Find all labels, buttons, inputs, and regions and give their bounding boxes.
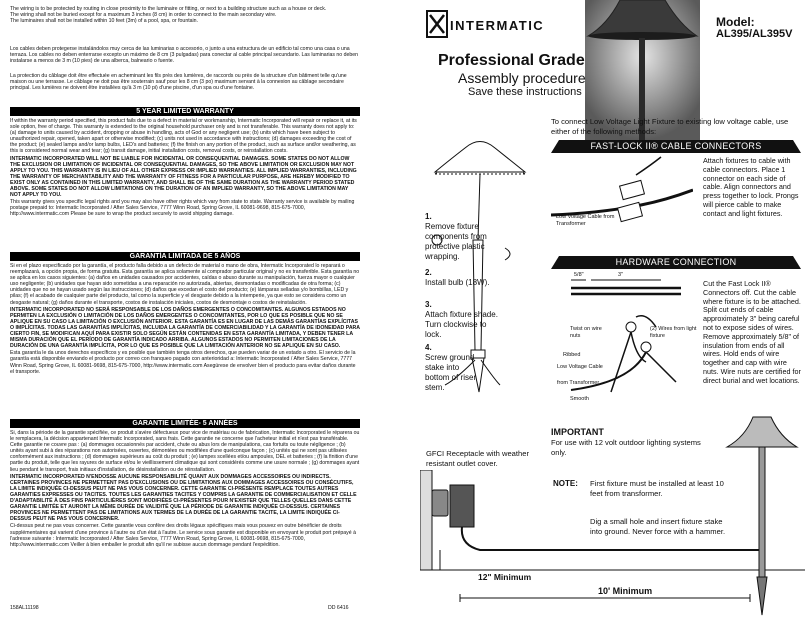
intro-spanish: Los cables deben protegerse instalándolos muy cerca de las luminarias o accesorio, o junto a una estructura de un edificio tal como una casa o una terraza. Los cables no deben enterrarse excepto un máximo de 8 cm (3 pulgadas) para conectar al cable principal secundario. Las luminarias no deben instalarse a menos de 3 m (10 pies) de una alberca, balneario o fuente. xyxy=(10,46,359,65)
save-instructions: Save these instructions xyxy=(468,86,582,98)
intermatic-logo-icon xyxy=(426,10,448,38)
dig-text: Dig a small hole and insert fixture stake into ground. Never force with a hammer. xyxy=(590,517,726,536)
fastlock-title: FAST-LOCK II® CABLE CONNECTORS xyxy=(590,141,762,151)
transformer-cable xyxy=(462,527,760,550)
note-label: NOTE: xyxy=(553,479,578,488)
step-2-num: 2. xyxy=(425,268,432,277)
dim-3: 3" xyxy=(618,272,624,278)
hardware-diagram xyxy=(551,272,701,412)
fastlock-header xyxy=(551,140,801,153)
important-text: For use with 12 volt outdoor lighting systems only. xyxy=(551,438,701,457)
installed-lamp-stake xyxy=(757,577,767,615)
warranty-en-p3: This warranty gives you specific legal rights and you may also have other rights which vary from state to state. Warranty service is available by mailing postage prepaid to: Intermatic Incorporated / After Sales Service, 7777 Winn Road, Spring Grove, IL 60081-9698, 815-675-7000, http://www.intermatic.com Please be sure to wrap the product securely to avoid shipping damage. xyxy=(10,199,355,218)
fastlock-diagram xyxy=(551,155,693,247)
dim-10-label: 10' Minimum xyxy=(598,586,653,596)
intro-english xyxy=(10,6,360,24)
step-4-text: Screw ground stake into bottom of riser stem. xyxy=(425,353,477,392)
label-ribbed: Ribbed xyxy=(563,352,581,358)
warranty-es-p2: INTERMATIC INCORPORATED NO SERÁ RESPONSABLE DE LOS DAÑOS EMERGENTES O CONCOMITANTES. ALGUNOS ESTADOS NO PERMITEN LA EXCLUSIÓN O LIMITACIÓN DE LOS DAÑOS EMERGENTES O CONCOMITANTES, POR LO QUE ES POSIBLE QUE NO SE APLIQUE EN SU CASO LA LIMITACIÓN O EXCLUSIÓN ANTERIOR. ESTA GARANTÍA ES EN LUGAR DE LAS DEMÁS GARANTÍAS EXPLÍCITAS O IMPLÍCITAS. TODAS LAS GARANTÍAS IMPLÍCITAS, INCLUIDA LA GARANTÍA DE COMERCIABILIDAD Y LA GARANTÍA DE IDONEIDAD PARA CIERTO FIN, SE MODIFICAN AQUÍ PARA EXISTIR SOLO SEGÚN ESTÁN CONTENIDAS EN ESTA GARANTÍA LIMITADA, Y DEBEN TENER LA MISMA DURACIÓN QUE EL PERÍODO DE GARANTÍA INDICADO ARRIBA. ALGUNOS ESTADOS NO PERMITEN LIMITACIONES DE LA DURACIÓN DE UNA GARANTÍA IMPLÍCITA, POR LO QUE ES POSIBLE QUE LA LIMITACIÓN ANTERIOR NO SE APLIQUE EN SU CASO. xyxy=(10,306,360,350)
warranty-en-p1: If within the warranty period specified, this product fails due to a defect in material or workmanship, Intermatic Incorporated will repair or replace it, at its sole option, free of charge. This warranty is extended to the original household purchaser only and is not transferable. This warranty does not apply to: (a) damage to units caused by accident, dropping or abuse in handling, acts of God or any negligent use; (b) units which have been subject to unauthorized repair, opened, taken apart or otherwise modified; (c) units not used in accordance with instructions; (d) damages exceeding the cost of the product; (e) sealed lamps and/or lamp bulbs, LED's and batteries; (f) the finish on any portion of the product, such as surface and/or weathering, as this is considered normal wear and tear; (g) transit damage, initial installation costs, removal costs, or reinstallation costs. xyxy=(10,118,357,155)
dim-12-label: 12" Minimum xyxy=(478,572,532,582)
title-professional: Professional Grade xyxy=(438,52,585,69)
wall xyxy=(420,470,432,570)
step-1 xyxy=(425,212,505,262)
step-2-text: Install bulb (18W). xyxy=(425,278,490,287)
intro-en-3: The luminaires shall not be installed within 10 feet (3m) of a pool, spa, or fountain. xyxy=(10,18,199,25)
warranty-en-p2: INTERMATIC INCORPORATED WILL NOT BE LIABLE FOR INCIDENTAL OR CONSEQUENTIAL DAMAGES. SOME STATES DO NOT ALLOW THE EXCLUSION OR LIMITATION OF INCIDENTAL OR CONSEQUENTIAL DAMAGES, SO THE ABOVE LIMITATION OR EXCLUSION MAY NOT APPLY TO YOU. THIS WARRANTY IS IN LIEU OF ALL OTHER EXPRESS OR IMPLIED WARRANTIES. ALL IMPLIED WARRANTIES, INCLUDING THE WARRANTY OF MERCHANTABILITY AND THE WARRANTY OF FITNESS FOR A PARTICULAR PURPOSE, ARE HEREBY MODIFIED TO EXIST ONLY AS CONTAINED IN THIS LIMITED WARRANTY, AND SHALL BE OF THE SAME DURATION AS THE WARRANTY PERIOD STATED ABOVE. SOME STATES DO NOT ALLOW LIMITATIONS ON THE DURATION OF AN IMPLIED WARRANTY, SO THE ABOVE LIMITATION MAY NOT APPLY TO YOU. xyxy=(10,155,357,199)
warranty-en-title: 5 YEAR LIMITED WARRANTY xyxy=(10,107,360,116)
warranty-es-body xyxy=(10,263,360,375)
warranty-fr-title: GARANTIE LIMITÉE- 5 ANNÉES xyxy=(10,419,360,428)
warranty-fr-p3: Ci-dessus peut ne pas vous concerner. Cette garantie vous confère des droits légaux spécifiques mais vous pouvez en outre bénéficier de droits supplémentaires qui varient d'une province à l'autre ou d'un état à l'autre. Le service sous garantie est disponible en envoyant le produit port prépayé à l'adresse suivante : Intermatic Incorporated / After Sales Service, 7777 Winn Road, Spring Grove, IL 60081-9698, 815-675-7000, http://www.intermatic.com Veiller à bien emballer le produit afin qu'il ne subisse aucun dommage pendant l'expédition. xyxy=(10,523,356,548)
connector-a xyxy=(620,180,645,199)
intro-en-1: The wiring is to be protected by routing in close proximity to the luminaire or fitting, or next to a building structure such as a house or deck. xyxy=(10,6,327,12)
transformer xyxy=(450,485,474,527)
warranty-es-p1: Si en el plazo especificado por la garantía, el producto falla debido a un defecto de material o mano de obra, Intermatic Incorporated lo reparará o reemplazará, a opción propia, de forma gratuita. Esta garantía se aplica solamente al comprador particular original y no es transferible. Esta garantía no se aplica en los casos siguientes: (a) daños en unidades causados por accidentes, caídas o abuso durante su manipulación, fuerza mayor o cualquier uso negligente; (b) unidades que hayan sido sometidas a una reparación no autorizada, abiertas, desmontadas o modificadas de otra forma; (c) unidades que no se hayan usado según las instrucciones; (d) daños que excedan el costo del producto; (e) lámparas selladas y/o bombillas, LED y pilas; (f) el acabado de cualquier parte del producto, tal como la superficie y el desgaste debido a la intemperie, ya que esto se considera como un desgaste natural; (g) daños durante el transporte, costos de instalación iniciales, costos de desmontaje o costos de reinstalación. xyxy=(10,263,360,306)
dim-58: 5/8" xyxy=(574,272,584,278)
wire-nut-a xyxy=(626,322,636,332)
split-cable xyxy=(571,288,681,294)
hardware-text: Cut the Fast Lock II® Connectors off. Cut the cable where fixture is to be attached. Split cut ends of cable approximately 3" being careful not to expose sides of wires. Remove approximately 5/8" of insulation from ends of all wires. Hold ends of wire together and cap with wire nuts. Wire nuts are certified for direct burial and wet locations. xyxy=(703,279,801,385)
label-from-tx: from Transformer xyxy=(557,380,600,386)
step-4 xyxy=(425,343,480,393)
step-1-text: Remove fixture components from protective plastic wrapping. xyxy=(425,222,487,261)
step-3-text: Attach fixture shade. Turn clockwise to lock. xyxy=(425,310,498,339)
fastlock-cable-label: Low Voltage Cable from Transformer xyxy=(556,214,615,227)
warranty-es-title: GARANTÍA LIMITADA DE 5 AÑOS xyxy=(10,252,360,261)
warranty-fr-body xyxy=(10,430,360,548)
clockwise-arrow xyxy=(505,248,510,260)
label-lv-cable: Low Voltage Cable xyxy=(557,364,603,370)
installed-lamp-shade xyxy=(727,417,797,447)
step-4-num: 4. xyxy=(425,343,432,352)
label-twist-nuts: Twist on wire nuts xyxy=(570,326,602,339)
installed-lamp-illustration xyxy=(725,415,800,620)
fastlock-text: Attach fixtures to cable with cable connectors. Place 1 connector on each side of cable. Align connectors and press together to lock. Prongs will pierce cable to make contact and light fixtures. xyxy=(703,156,799,218)
note-text: First fixture must be installed at least 10 feet from transformer. xyxy=(590,479,724,498)
intro-french: La protection du câblage doit être effectuée en acheminant les fils près des lumières, de raccords ou près de la structure d'un bâtiment telle qu'une maison ou une terrasse. Le câblage ne doit pas être souterrain sauf pour les 8 cm (3 po) maximum servant à la connexion au câblage secondaire principal. Les lumières ne doivent être installées qu'à 3 m (10 pi) d'une piscine, d'un spa ou d'une fontaine. xyxy=(10,73,347,92)
warranty-fr-p2: INTERMATIC INCORPORATED N'ENDOSSE AUCUNE RESPONSABILITÉ QUANT AUX DOMMAGES ACCESSOIRES OU INDIRECTS. CERTAINES PROVINCES NE PERMETTENT PAS D'EXCLUSIONS OU DE LIMITATIONS AUX DOMMAGES ACCESSOIRES OU CONSÉCUTIFS, LA LIMITE INDIQUÉE CI-DESSUS PEUT NE PAS VOUS CONCERNER. CETTE GARANTIE CI-PRÉSENTE REMPLACE TOUTES AUTRES GARANTIES EXPRESSES OU TACITES. TOUTES LES GARANTIES TACITES Y COMPRIS LA GARANTIE DE COMMERCIALISATION ET CELLE D'ADAPTABILITÉ À DES FINS PARTICULIÈRES SONT MODIFIÉES CI-PRÉSENTES POUR N'EXISTER QUE TELLES QUELLES DANS CETTE GARANTIE LIMITÉE ET AURONT LA MÊME DURÉE DE VALIDITÉ QUE LA PÉRIODE DE GARANTIE INDIQUÉE CI-DESSUS. CERTAINES PROVINCES NE PERMETTENT PAS DE LIMITATIONS AUX TERMES DE LA DURÉE DE LA GARANTIE TACITE, LA LIMITE INDIQUÉE CI-DESSUS PEUT NE PAS VOUS CONCERNER. xyxy=(10,473,357,523)
installed-lamp-stem xyxy=(759,447,765,577)
step-2 xyxy=(425,268,505,288)
connect-intro: To connect Low Voltage Light Fixture to existing low voltage cable, use either of the following methods: xyxy=(551,117,789,136)
footer-code: 158AL11198 xyxy=(10,605,39,611)
hardware-header xyxy=(551,256,801,269)
brand-name: INTERMATIC xyxy=(450,18,545,33)
subtitle-assembly: Assembly procedure xyxy=(458,70,586,86)
label-two-wires: (2) Wires from light fixture xyxy=(650,326,697,339)
gfci-outlet xyxy=(432,490,448,516)
warranty-fr-p1: Si, dans la période de la garantie spécifiée, ce produit s'avère défectueux pour vice de matériau ou de fabrication, Intermatic Incorporated le réparera ou le remplacera, la décision appartenant Intermatic Incorporated, sans frais. Cette garantie ne concerne que l'acheteur initial et n'est pas transférable. Cette garantie ne couvre pas : (a) dommages occasionnés par accident, chute ou abus lors de manipulations, cas fortuits ou toute négligence ; (b) unités ayant subi à des réparations non autorisées, ouvertes, démontées ou modifiées d'une quelconque façon ; (c) unités qui ne sont pas utilisées conformément aux instructions ; (d) dommages supérieurs au coût du produit ; (e) lampes scellées et/ou ampoules, DEL et batteries ; (f) la finition d'une partie du produit, telle que les rayures de surface et/ou le vieillissement climatique qui sont considérés comme une usure normale ; (g) dommages ayant lieu pendant le transport, frais initiaux d'installation, de désinstallation ou de réinstallation. xyxy=(10,430,360,473)
warranty-en-body xyxy=(10,118,360,218)
connector-wire xyxy=(636,157,661,175)
label-smooth: Smooth xyxy=(570,396,589,402)
step-1-num: 1. xyxy=(425,212,432,221)
hardware-title: HARDWARE CONNECTION xyxy=(615,257,737,267)
model-label: Model: xyxy=(716,15,755,29)
shade-part xyxy=(435,142,525,173)
footer-doc: DD 6416 xyxy=(328,605,349,611)
warranty-es-p3: Esta garantía le da unos derechos específicos y es posible que también tenga otros derechos, que pueden variar de un estado a otro. El servicio de la garantía está disponible enviando el producto por correo con franqueo pagado con anterioridad a: Intermatic Incorporated / After Sales Service, 7777 Winn Road, Spring Grove, IL 60081-9698, 815-675-7000, http://www.intermatic.com Asegúrese de envolver bien el producto para evitar daños durante el transporte. xyxy=(10,350,356,375)
step-3-num: 3. xyxy=(425,300,432,309)
step-3 xyxy=(425,300,505,340)
gfci-text: GFCI Receptacle with weather resistant outlet cover. xyxy=(426,449,529,468)
wire-nut-b xyxy=(641,342,651,352)
important-label: IMPORTANT xyxy=(551,427,604,437)
intro-en-2: The wiring shall not be buried except for a maximum 3 inches (8 cm) in order to connect to the main secondary wire. xyxy=(10,12,277,19)
model-value: AL395/AL395V xyxy=(716,28,793,40)
